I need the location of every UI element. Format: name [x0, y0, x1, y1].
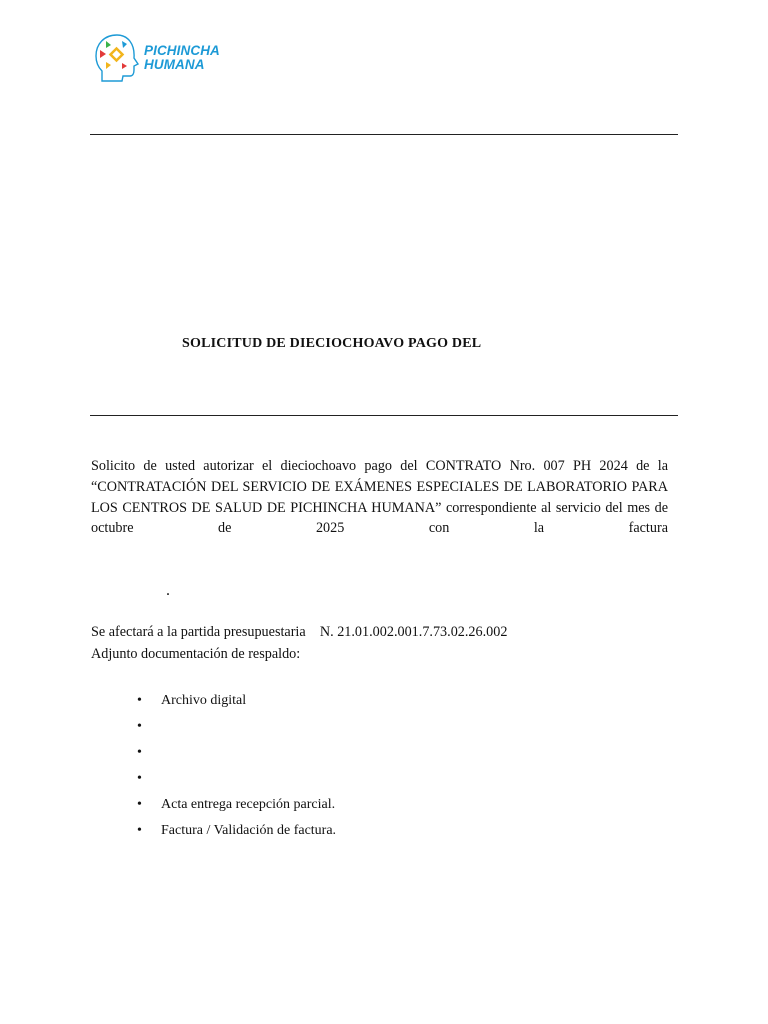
bullet-icon: • — [137, 693, 142, 708]
list-item — [91, 794, 336, 820]
request-paragraph: Solicito de usted autorizar el dieciochoavo pago del CONTRATO Nro. 007 PH 2024 de la “CONTRATACIÓN DEL SERVICIO DE EXÁMENES ESPECIALES DE LABORATORIO PARA LOS CENTROS DE SALUD DE PICHINCHA HUMANA” correspondiente al servicio del mes de octubre de 2025 con la factura — [91, 458, 668, 537]
bullet-icon: • — [137, 823, 142, 838]
list-item-text: Acta entrega recepción parcial. — [161, 797, 336, 812]
list-item — [91, 820, 336, 846]
logo-text — [144, 44, 220, 72]
top-divider — [90, 134, 678, 135]
bullet-icon: • — [137, 719, 142, 734]
logo-line-2: HUMANA — [144, 57, 205, 72]
bullet-icon: • — [137, 745, 142, 760]
document-title: SOLICITUD DE DIECIOCHOAVO PAGO DEL — [182, 336, 482, 351]
bullet-icon: • — [137, 797, 142, 812]
list-item-text: Archivo digital — [161, 693, 247, 708]
bullet-icon: • — [137, 771, 142, 786]
list-item-text: Factura / Validación de factura. — [161, 823, 337, 838]
budget-line: Se afectará a la partida presupuestaria N. 21.01.002.001.7.73.02.26.002 — [91, 624, 508, 640]
list-item — [91, 690, 336, 716]
pichincha-humana-logo — [92, 32, 222, 86]
attachments-heading: Adjunto documentación de respaldo: — [91, 646, 301, 662]
trailing-period: . — [166, 582, 170, 599]
logo-line-1: PICHINCHA — [144, 43, 220, 58]
list-item — [91, 716, 336, 742]
list-item — [91, 742, 336, 768]
logo-head-icon — [92, 32, 142, 84]
list-item — [91, 768, 336, 794]
title-divider — [90, 415, 678, 416]
attachments-list — [91, 690, 336, 846]
